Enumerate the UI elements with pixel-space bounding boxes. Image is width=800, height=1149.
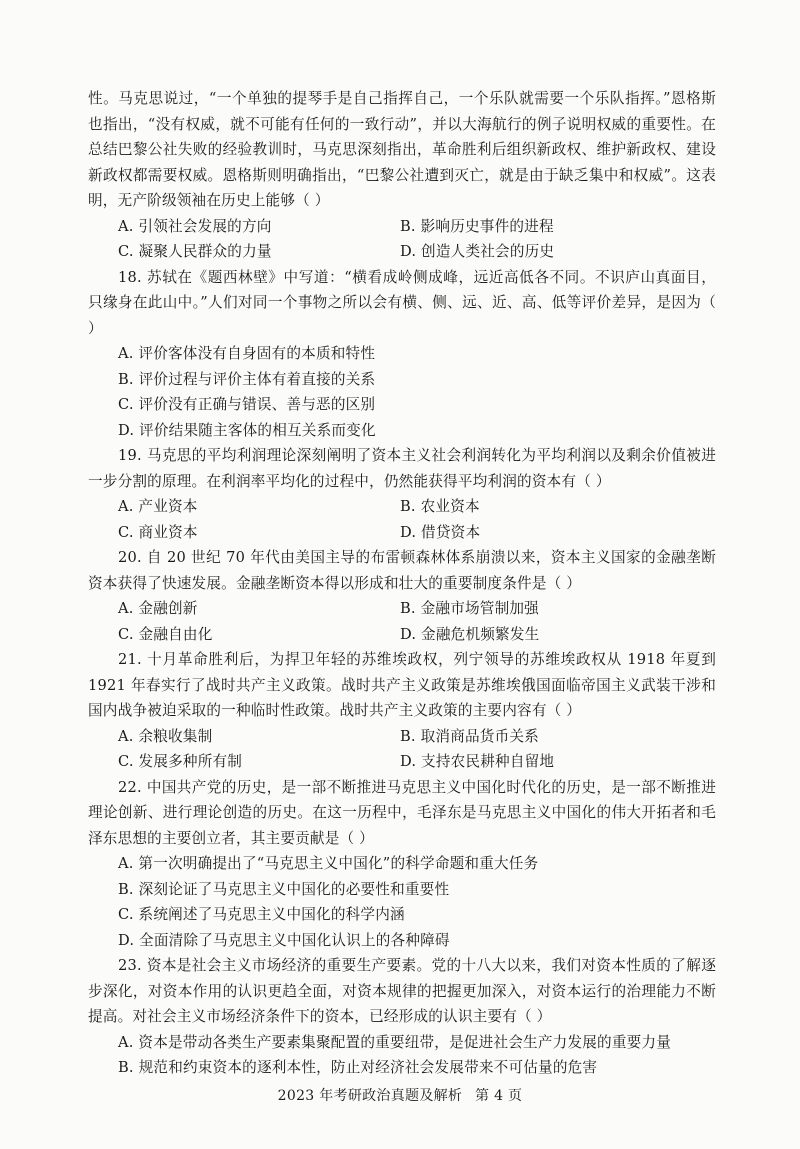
q20-option-d: D. 金融危机频繁发生 bbox=[400, 625, 540, 643]
q19-option-c: C. 商业资本 bbox=[118, 523, 198, 541]
q23-stem: 23. 资本是社会主义市场经济的重要生产要素。党的十八大以来，我们对资本性质的了解逐步深化，对资本作用的认识更趋全面，对资本规律的把握更加深入，对资本运行的治理能力不断提高。对社会主义市场经济条件下的资本，已经形成的认识主要有（ ） bbox=[88, 957, 716, 1025]
q21-option-d: D. 支持农民耕种自留地 bbox=[400, 753, 555, 770]
q19-option-a: A. 产业资本 bbox=[118, 498, 198, 515]
q17-stem-continuation: 性。马克思说过，“一个单独的提琴手是自己指挥自己，一个乐队就需要一个乐队指挥。”恩格斯也指出，“没有权威，就不可能有任何的一致行动”，并以大海航行的例子说明权威的重要性。在总结巴黎公社失败的经验教训时，马克思深刻指出，革命胜利后组织新政权、维护新政权、建设新政权都需要权威。恩格斯则明确指出，“巴黎公社遭到灭亡，就是由于缺乏集中和权威”。这表明，无产阶级领袖在历史上能够（ ） bbox=[88, 90, 716, 209]
q19-option-d: D. 借贷资本 bbox=[400, 523, 481, 541]
exam-page bbox=[88, 86, 716, 1081]
q23-option-a: A. 资本是带动各类生产要素集聚配置的重要纽带，是促进社会生产力发展的重要力量 bbox=[118, 1033, 671, 1051]
q19-options bbox=[88, 494, 716, 545]
q18-options bbox=[88, 341, 716, 443]
q21-option-a: A. 余粮收集制 bbox=[118, 727, 213, 745]
q17-option-b: B. 影响历史事件的进程 bbox=[400, 217, 554, 235]
q23-options bbox=[88, 1030, 716, 1081]
q21-options bbox=[88, 724, 716, 775]
q22-option-c: C. 系统阐述了马克思主义中国化的科学内涵 bbox=[118, 906, 405, 923]
q21-stem: 21. 十月革命胜利后，为捍卫年轻的苏维埃政权，列宁领导的苏维埃政权从 1918 年夏到 1921 年春实行了战时共产主义政策。战时共产主义政策是苏维埃俄国面临帝国主义武装干涉和国内战争被迫采取的一种临时性政策。战时共产主义政策的主要内容有（ ） bbox=[88, 651, 716, 719]
footer-title: 2023 年考研政治真题及解析 bbox=[277, 1088, 463, 1104]
q18-option-c: C. 评价没有正确与错误、善与恶的区别 bbox=[118, 396, 376, 413]
q17-option-d: D. 创造人类社会的历史 bbox=[400, 243, 555, 260]
q19-option-b: B. 农业资本 bbox=[400, 498, 480, 515]
q17-option-a: A. 引领社会发展的方向 bbox=[118, 217, 272, 235]
q22-option-b: B. 深刻论证了马克思主义中国化的必要性和重要性 bbox=[118, 880, 450, 898]
q18-option-b: B. 评价过程与评价主体有着直接的关系 bbox=[118, 370, 376, 388]
q20-stem: 20. 自 20 世纪 70 年代由美国主导的布雷顿森林体系崩溃以来，资本主义国家的金融垄断资本获得了快速发展。金融垄断资本得以形成和壮大的重要制度条件是（ ） bbox=[88, 549, 716, 592]
q22-options bbox=[88, 851, 716, 953]
q22-stem: 22. 中国共产党的历史，是一部不断推进马克思主义中国化时代化的历史，是一部不断推进理论创新、进行理论创造的历史。在这一历程中，毛泽东是马克思主义中国化的伟大开拓者和毛泽东思想的主要创立者，其主要贡献是（ ） bbox=[88, 778, 716, 847]
q18-option-d: D. 评价结果随主客体的相互关系而变化 bbox=[118, 421, 376, 439]
q19-stem: 19. 马克思的平均利润理论深刻阐明了资本主义社会利润转化为平均利润以及剩余价值被进一步分割的原理。在利润率平均化的过程中，仍然能获得平均利润的资本有（ ） bbox=[88, 447, 716, 490]
q17-option-c: C. 凝聚人民群众的力量 bbox=[118, 243, 272, 260]
q20-option-b: B. 金融市场管制加强 bbox=[400, 600, 539, 617]
q18-stem: 18. 苏轼在《题西林壁》中写道：“横看成岭侧成峰，远近高低各不同。不识庐山真面目，只缘身在此山中。”人们对同一个事物之所以会有横、侧、远、近、高、低等评价差异，是因为（ ） bbox=[88, 268, 716, 337]
q21-option-b: B. 取消商品货币关系 bbox=[400, 727, 539, 745]
q20-option-a: A. 金融创新 bbox=[118, 600, 198, 617]
q22-option-d: D. 全面清除了马克思主义中国化认识上的各种障碍 bbox=[118, 931, 450, 949]
q18-option-a: A. 评价客体没有自身固有的本质和特性 bbox=[118, 345, 376, 362]
footer-page-number: 第 4 页 bbox=[475, 1088, 523, 1104]
page-footer bbox=[0, 1085, 800, 1105]
q17-options bbox=[88, 214, 716, 265]
q23-option-b: B. 规范和约束资本的逐利本性，防止对经济社会发展带来不可估量的危害 bbox=[118, 1059, 598, 1076]
q20-option-c: C. 金融自由化 bbox=[118, 625, 213, 643]
q22-option-a: A. 第一次明确提出了“马克思主义中国化”的科学命题和重大任务 bbox=[118, 855, 539, 872]
q20-options bbox=[88, 596, 716, 647]
q21-option-c: C. 发展多种所有制 bbox=[118, 753, 243, 770]
